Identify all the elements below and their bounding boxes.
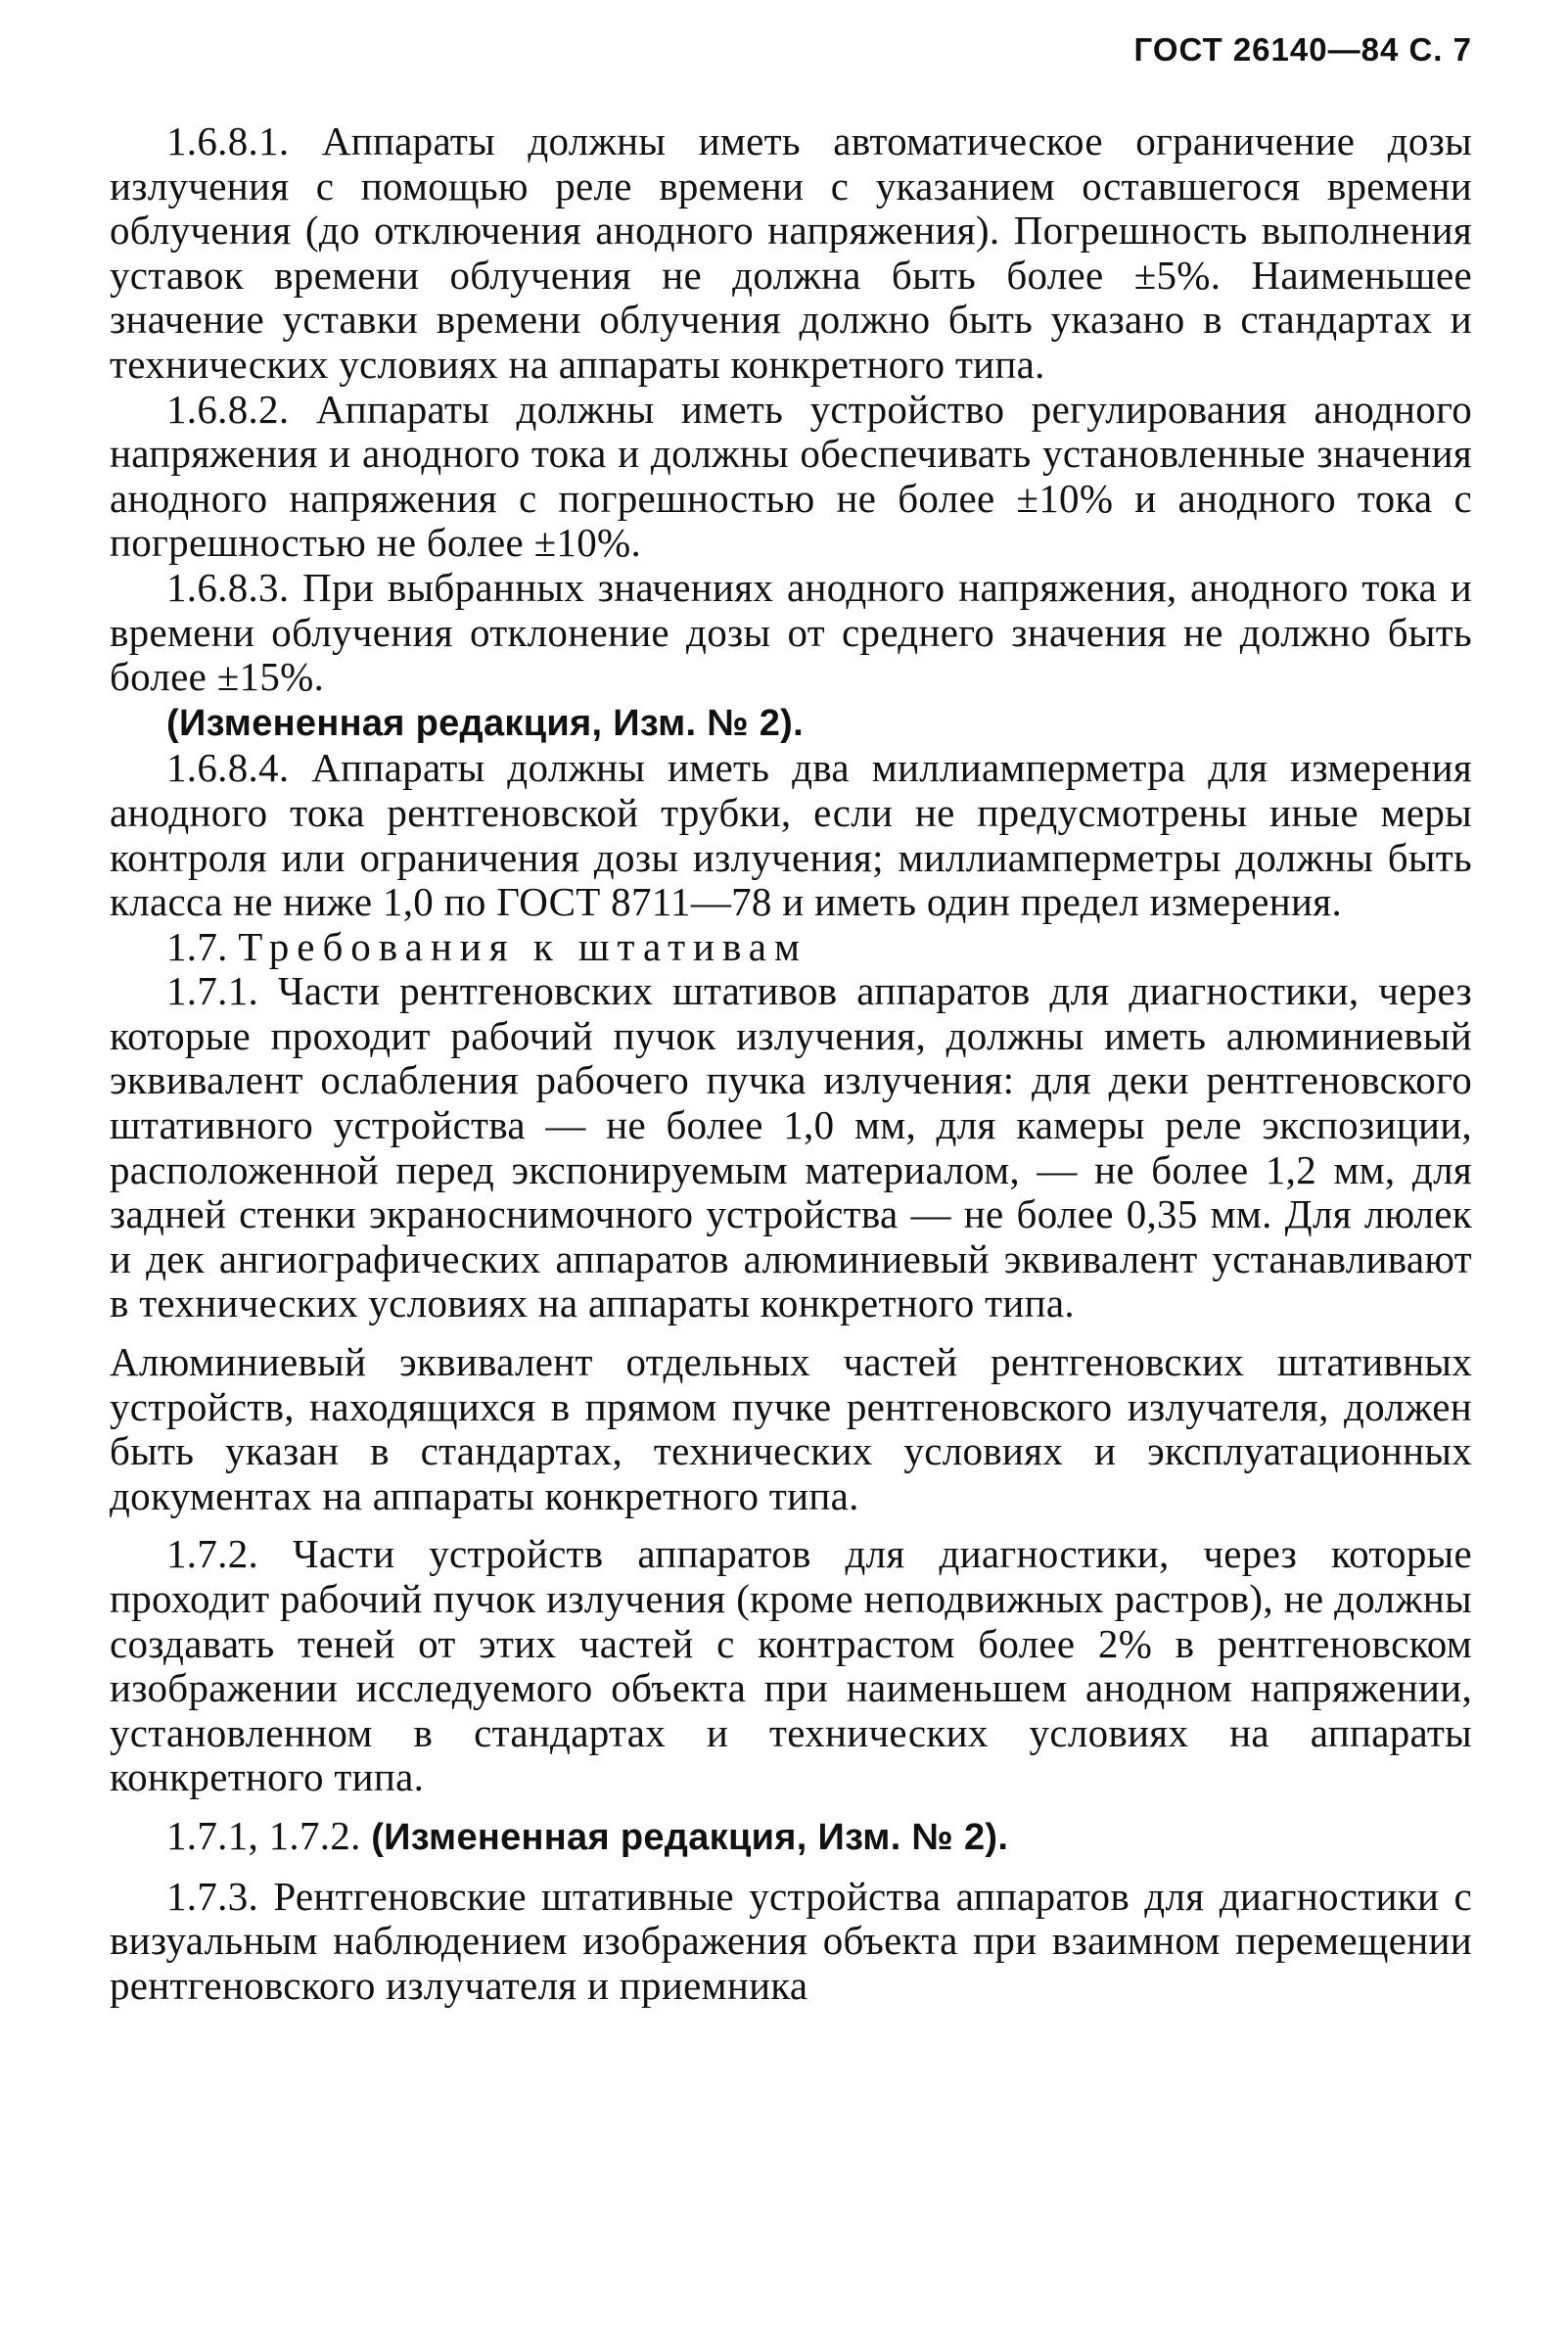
amendment-note-2-text: (Измененная редакция, Изм. № 2). (371, 1816, 1009, 1858)
amendment-note-1-text: (Измененная редакция, Изм. № 2). (166, 702, 804, 744)
running-head: ГОСТ 26140—84 С. 7 (1133, 31, 1472, 68)
paragraph-1-7-2: 1.7.2. Части устройств аппаратов для диагностики, через которые проходит рабочий пучок излучения (кроме неподвижных растров), не должны создавать теней от этих частей с контрастом более 2% в рентгеновском изображении исследуемого объекта при наименьшем анодном напряжении, установленном в стандартах и технических условиях на аппараты конкретного типа. (110, 1531, 1472, 1800)
amendment-note-2-prefix: 1.7.1, 1.7.2. (166, 1812, 361, 1858)
section-number: 1.7. (166, 923, 228, 969)
section-title: Требования к штативам (238, 923, 807, 969)
paragraph-1-6-8-3: 1.6.8.3. При выбранных значениях анодного напряжения, анодного тока и времени облучения отклонение дозы от среднего значения не должно быть более ±15%. (110, 564, 1472, 700)
paragraph-aluminum-equivalent: Алюминиевый эквивалент отдельных частей рентгеновских штативных устройств, находящихся в прямом пучке рентгеновского излучателя, должен быть указан в стандартах, технических условиях и эксплуатационных документах на аппараты конкретного типа. (110, 1339, 1472, 1518)
paragraph-1-6-8-4: 1.6.8.4. Аппараты должны иметь два миллиамперметра для измерения анодного тока рентгеновской трубки, если не предусмотрены иные меры контроля или ограничения дозы излучения; миллиамперметры должны быть класса не ниже 1,0 по ГОСТ 8711—78 и иметь один предел измерения. (110, 745, 1472, 925)
body-text (110, 119, 1472, 2008)
paragraph-1-6-8-2: 1.6.8.2. Аппараты должны иметь устройство регулирования анодного напряжения и анодного тока и должны обеспечивать установленные значения анодного напряжения с погрешностью не более ±10% и анодного тока с погрешностью не более ±10%. (110, 386, 1472, 566)
section-heading-1-7 (110, 925, 1472, 970)
amendment-note-1 (110, 700, 1472, 747)
paragraph-1-6-8-1: 1.6.8.1. Аппараты должны иметь автоматическое ограничение дозы излучения с помощью реле времени с указанием оставшегося времени облучения (до отключения анодного напряжения). Погрешность выполнения уставок времени облучения не должна быть более ±5%. Наименьшее значение уставки времени облучения должно быть указано в стандартах и технических условиях на аппараты конкретного типа. (110, 118, 1472, 387)
paragraph-1-7-3: 1.7.3. Рентгеновские штативные устройства аппаратов для диагностики с визуальным наблюдением изображения объекта при взаимном перемещении рентгеновского излучателя и приемника (110, 1873, 1472, 2008)
amendment-note-2 (110, 1814, 1472, 1861)
paragraph-1-7-1: 1.7.1. Части рентгеновских штативов аппаратов для диагностики, через которые проходит рабочий пучок излучения, должны иметь алюминиевый эквивалент ослабления рабочего пучка излучения: для деки рентгеновского штативного устройства — не более 1,0 мм, для камеры реле экспозиции, расположенной перед экспонируемым материалом, — не более 1,2 мм, для задней стенки экраноснимочного устройства — не более 0,35 мм. Для люлек и дек ангиографических аппаратов алюминиевый эквивалент устанавливают в технических условиях на аппараты конкретного типа. (110, 968, 1472, 1326)
